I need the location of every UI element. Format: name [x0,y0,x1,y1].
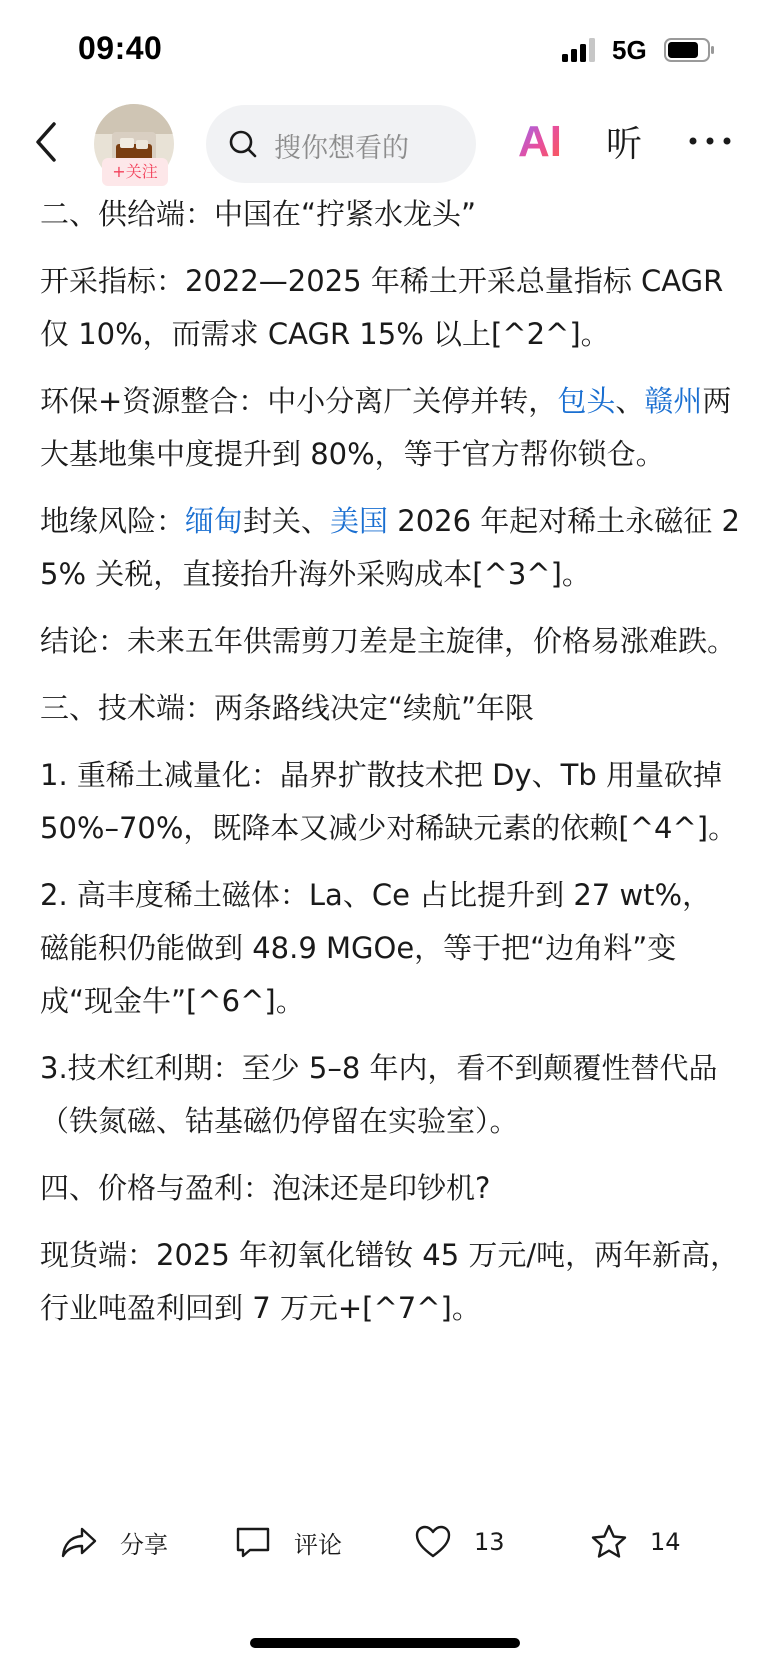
status-time: 09:40 [78,30,163,66]
paragraph-text: 封关、 [243,504,331,538]
paragraph-text: 1. 重稀土减量化：晶界扩散技术把 Dy、Tb 用量砍掉 50%–70%，既降本又减少对稀缺元素的依赖[^4^]。 [40,758,738,845]
paragraph-text: 两大基地集中度提升到 80%，等于官方帮你锁仓。 [40,384,732,471]
paragraph-text: 结论：未来五年供需剪刀差是主旋律，价格易涨难跌。 [40,624,737,658]
follow-button[interactable]: +关注 [102,158,168,186]
article-paragraph [40,375,740,481]
ai-assistant-button[interactable] [518,112,566,166]
favorite-button[interactable] [590,1520,681,1564]
article-paragraph [40,615,740,668]
article-paragraph [40,869,740,1028]
svg-text:AI: AI [518,117,562,166]
author-avatar-group[interactable] [94,104,174,184]
article-header [0,100,768,190]
search-icon [228,129,258,159]
comment-button[interactable] [234,1520,342,1564]
article-paragraph [40,495,740,601]
article-paragraph [40,1229,740,1335]
article-paragraph [40,188,740,241]
battery-icon [664,38,716,62]
paragraph-text: 开采指标：2022—2025 年稀土开采总量指标 CAGR 仅 10%，而需求 CAGR 15% 以上[^2^]。 [40,264,724,351]
entity-link[interactable]: 美国 [330,504,389,538]
paragraph-text: 现货端：2025 年初氧化镨钕 45 万元/吨，两年新高，行业吨盈利回到 7 万元+[^7^]。 [40,1238,740,1325]
like-button[interactable] [414,1520,505,1564]
article-paragraph [40,1162,740,1215]
article-paragraph [40,255,740,361]
paragraph-text: 环保+资源整合：中小分离厂关停并转， [40,384,558,418]
like-count: 13 [474,1528,505,1556]
share-label: 分享 [120,1530,168,1559]
comment-label: 评论 [294,1530,342,1559]
back-arrow-icon[interactable] [30,118,66,166]
search-bar[interactable] [206,105,476,183]
paragraph-text: 四、价格与盈利：泡沫还是印钞机? [40,1171,491,1205]
search-placeholder: 搜你想看的 [274,133,409,164]
paragraph-text: 2026 年起对稀土永磁征 25% 关税，直接抬升海外采购成本[^3^]。 [40,504,740,591]
cellular-signal-icon [562,38,598,62]
article-body [40,190,740,1349]
paragraph-text: 2. 高丰度稀土磁体：La、Ce 占比提升到 27 wt%，磁能积仍能做到 48.9 MGOe，等于把“边角料”变成“现金牛”[^6^]。 [40,878,712,1018]
star-icon [590,1523,628,1561]
paragraph-text: 二、供给端：中国在“拧紧水龙头” [40,197,477,231]
article-paragraph [40,749,740,855]
article-paragraph [40,1042,740,1148]
share-button[interactable] [60,1520,168,1564]
entity-link[interactable]: 包头 [557,384,616,418]
favorite-count: 14 [650,1528,681,1556]
network-type: 5G [612,35,647,65]
paragraph-text: 3.技术红利期：至少 5–8 年内，看不到颠覆性替代品（铁氮磁、钴基磁仍停留在实验室）。 [40,1051,718,1138]
entity-link[interactable]: 赣州 [644,384,703,418]
status-bar [0,0,768,100]
paragraph-text: 、 [615,384,645,418]
comment-icon [234,1523,272,1561]
heart-icon [414,1523,452,1561]
share-icon [60,1523,98,1561]
paragraph-text: 三、技术端：两条路线决定“续航”年限 [40,691,535,725]
home-indicator[interactable] [250,1638,520,1648]
article-paragraph [40,682,740,735]
listen-button[interactable]: 听 [606,124,643,165]
more-options-icon[interactable] [688,136,732,146]
paragraph-text: 地缘风险： [40,504,186,538]
bottom-action-bar [0,1510,768,1580]
entity-link[interactable]: 缅甸 [185,504,244,538]
